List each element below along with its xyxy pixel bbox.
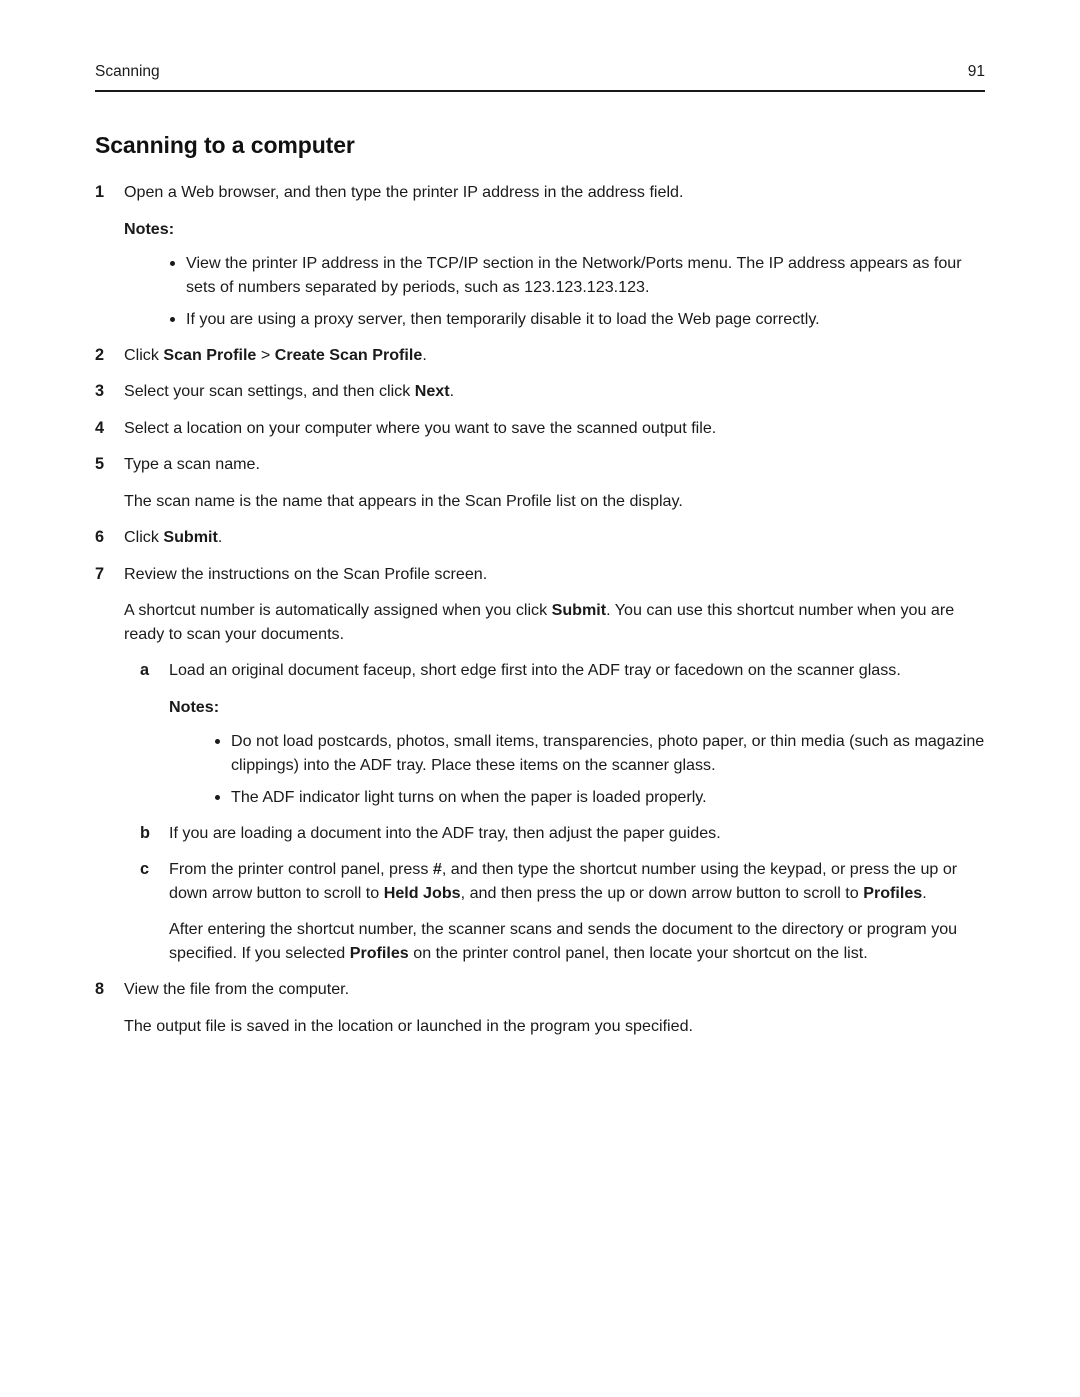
step-5-marker: 5 — [95, 455, 105, 473]
substep-b — [95, 822, 985, 846]
notes-list-1 — [95, 252, 985, 332]
step-4 — [95, 417, 985, 441]
step-8 — [95, 978, 985, 1002]
substep-b-marker: b — [140, 823, 150, 842]
bullet-icon — [170, 317, 175, 322]
step-7-continuation — [95, 599, 985, 646]
notes-heading-2: Notes: — [169, 697, 220, 716]
step-3-pre: Select your scan settings, and then click — [124, 382, 415, 400]
step-6-text — [124, 526, 985, 550]
step-2-bold-scan-profile: Scan Profile — [163, 345, 257, 364]
substep-c-p1a: From the printer control panel, press — [169, 860, 433, 878]
substep-c-bold-profiles: Profiles — [863, 883, 923, 902]
list-item — [215, 730, 985, 777]
substep-c-p2a: After entering the shortcut number, the scanner scans and sends the document to the directory or program you specified. If you selected — [169, 920, 958, 962]
step-3 — [95, 380, 985, 404]
substep-c-p1d: . — [922, 883, 927, 902]
substep-c-continuation — [95, 918, 985, 965]
step-6 — [95, 526, 985, 550]
note-text: If you are using a proxy server, then temporarily disable it to load the Web page correctly. — [186, 310, 820, 328]
step-2-text — [124, 344, 985, 368]
step-8-text: View the file from the computer. — [124, 980, 350, 998]
step-2-post: . — [422, 345, 427, 364]
step-8-marker: 8 — [95, 980, 105, 998]
step-4-marker: 4 — [95, 418, 105, 437]
step-3-bold-next: Next — [414, 382, 450, 400]
note-text: Do not load postcards, photos, small items, transparencies, photo paper, or thin media (such as magazine clippings) into the ADF tray. Place these items on the scanner glass. — [231, 732, 985, 774]
list-item — [215, 786, 985, 810]
substep-a-marker: a — [140, 661, 150, 679]
substep-a-text: Load an original document faceup, short edge first into the ADF tray or facedown on the scanner glass. — [169, 661, 901, 679]
document-content — [95, 131, 985, 1051]
header-divider — [95, 90, 985, 92]
substep-c-text — [169, 860, 957, 902]
step-1-marker: 1 — [95, 183, 105, 201]
page-header — [95, 62, 985, 82]
page-title: Scanning to a computer — [95, 132, 355, 158]
bullet-icon — [170, 261, 175, 266]
step-7-cont-post: . You can use this shortcut number when you are ready to scan your documents. — [124, 601, 955, 643]
step-7-bold-submit: Submit — [551, 601, 607, 619]
substep-c-bold-held-jobs: Held Jobs — [383, 883, 461, 902]
step-7-marker: 7 — [95, 564, 105, 583]
step-5-text: Type a scan name. — [124, 455, 260, 473]
step-6-marker: 6 — [95, 528, 105, 546]
page-number: 91 — [967, 63, 985, 80]
substep-b-text: If you are loading a document into the ADF tray, then adjust the paper guides. — [169, 823, 721, 842]
notes-heading-1: Notes: — [124, 219, 175, 238]
substep-c-p1c: , and then press the up or down arrow button to scroll to — [460, 883, 864, 902]
step-8-continuation: The output file is saved in the location or launched in the program you specified. — [124, 1016, 693, 1035]
step-6-pre: Click — [124, 528, 164, 546]
step-7-text: Review the instructions on the Scan Profile screen. — [124, 564, 488, 583]
step-6-bold-submit: Submit — [163, 528, 218, 546]
notes-list-2 — [95, 730, 985, 810]
step-3-marker: 3 — [95, 382, 105, 400]
step-7 — [95, 563, 985, 587]
note-text: View the printer IP address in the TCP/IP section in the Network/Ports menu. The IP address appears as four sets of numbers separated by periods, such as 123.123.123.123. — [186, 254, 962, 296]
note-text: The ADF indicator light turns on when the paper is loaded properly. — [231, 788, 707, 806]
substep-c-bold-profiles-2: Profiles — [349, 943, 409, 962]
list-item — [170, 308, 985, 332]
substep-c-marker: c — [140, 860, 150, 878]
step-1-text: Open a Web browser, and then type the printer IP address in the address field. — [124, 183, 684, 201]
substep-a — [95, 659, 985, 683]
substep-c-p2b: on the printer control panel, then locate your shortcut on the list. — [408, 943, 868, 962]
step-2-pre: Click — [124, 345, 164, 364]
step-1 — [95, 181, 985, 205]
bullet-icon — [215, 795, 220, 800]
substep-c — [95, 858, 985, 905]
step-6-post: . — [217, 528, 223, 546]
list-item — [170, 252, 985, 299]
step-5-continuation: The scan name is the name that appears in the Scan Profile list on the display. — [124, 491, 683, 510]
step-2-marker: 2 — [95, 345, 105, 364]
header-section-label: Scanning — [95, 63, 160, 80]
bullet-icon — [215, 739, 220, 744]
substep-c-p1b: , and then type the shortcut number using the keypad, or press the up or down arrow button to scroll to — [169, 860, 958, 902]
step-5 — [95, 453, 985, 477]
step-2 — [95, 344, 985, 368]
step-3-text — [124, 380, 985, 404]
step-7-cont-pre: A shortcut number is automatically assigned when you click — [124, 601, 552, 619]
step-2-bold-create-scan-profile: Create Scan Profile — [274, 345, 423, 364]
step-4-text: Select a location on your computer where you want to save the scanned output file. — [124, 418, 717, 437]
substep-c-bold-hash: # — [432, 860, 442, 878]
step-3-post: . — [449, 382, 455, 400]
step-2-mid: > — [256, 345, 275, 364]
